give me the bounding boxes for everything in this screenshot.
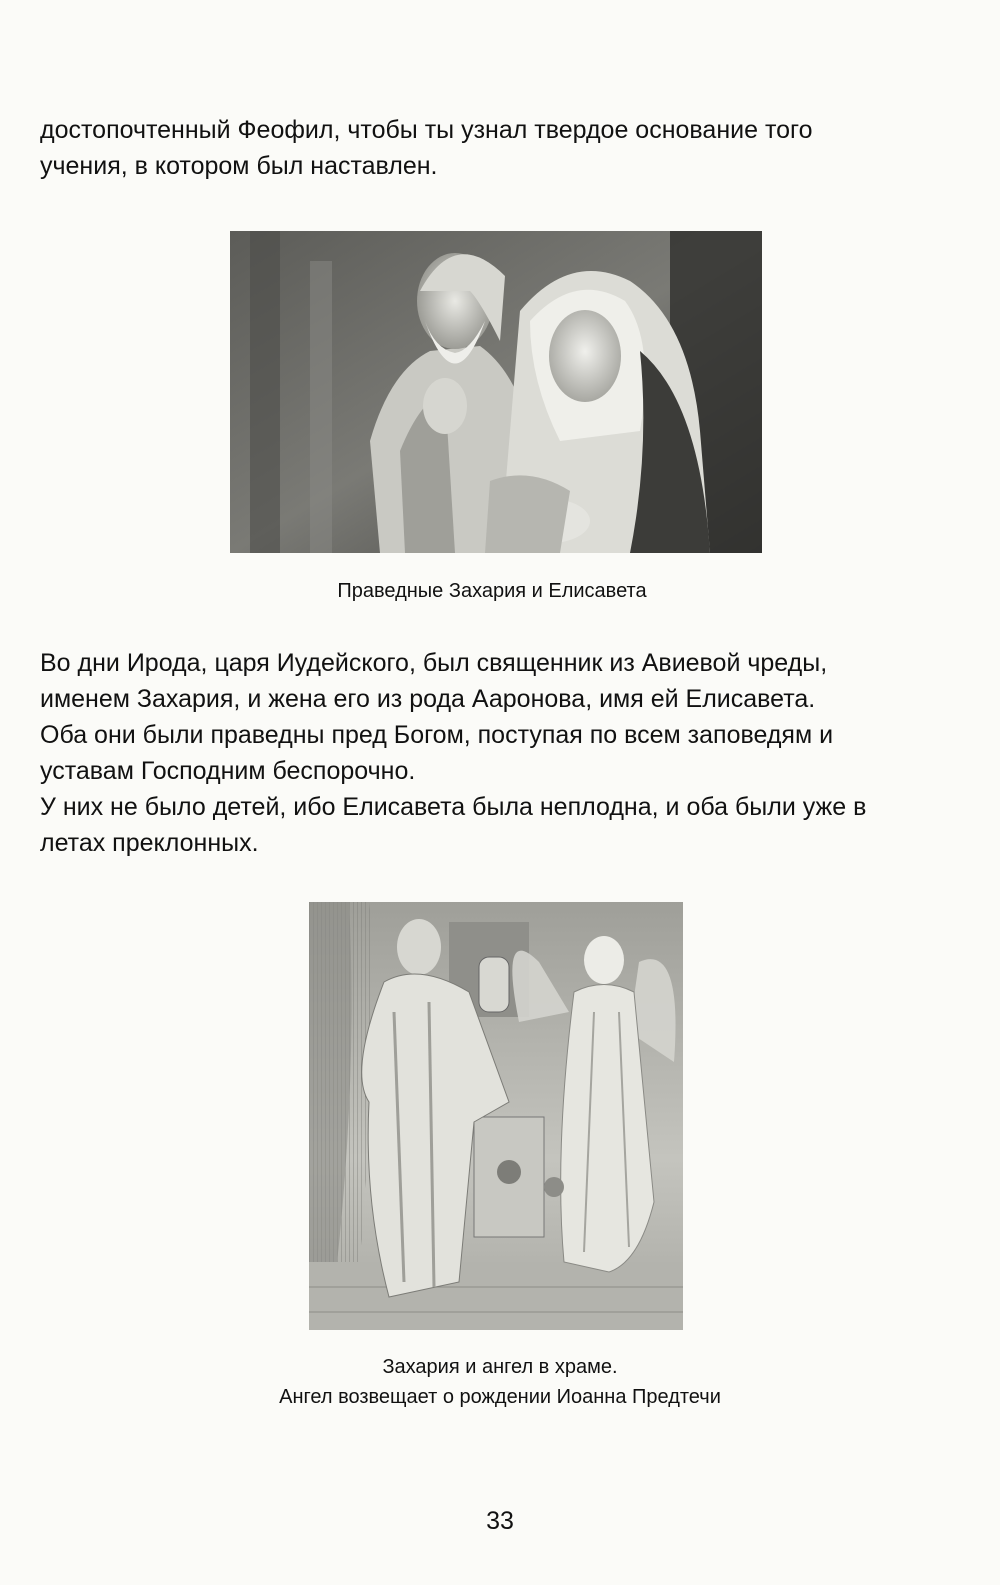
intro-paragraph — [40, 112, 930, 184]
page-number: 33 — [486, 1507, 514, 1535]
zacharias-angel-engraving — [309, 902, 683, 1330]
text-line: Во дни Ирода, царя Иудейского, был священник из Авиевой чреды, — [40, 649, 828, 677]
text-line: У них не было детей, ибо Елисавета была неплодна, и оба были уже в — [40, 793, 867, 821]
engraving-illustration — [309, 902, 683, 1330]
caption-line: Захария и ангел в храме. — [382, 1356, 618, 1378]
text-line: летах преклонных. — [40, 829, 259, 857]
text-line: учения, в котором был наставлен. — [40, 152, 438, 180]
text-line: достопочтенный Феофил, чтобы ты узнал твердое основание того — [40, 116, 813, 144]
text-line: Оба они были праведны пред Богом, поступая по всем заповедям и — [40, 721, 834, 749]
painting-illustration — [230, 231, 762, 553]
figure-2-caption — [0, 1352, 1000, 1412]
caption-line: Ангел возвещает о рождении Иоанна Предтечи — [279, 1386, 721, 1408]
text-line: уставам Господним беспорочно. — [40, 757, 416, 785]
figure-1-caption: Праведные Захария и Елисавета — [337, 580, 647, 602]
zacharias-elizabeth-painting — [230, 231, 762, 553]
main-paragraph — [40, 645, 930, 861]
text-line: именем Захария, и жена его из рода Ааронова, имя ей Елисавета. — [40, 685, 816, 713]
